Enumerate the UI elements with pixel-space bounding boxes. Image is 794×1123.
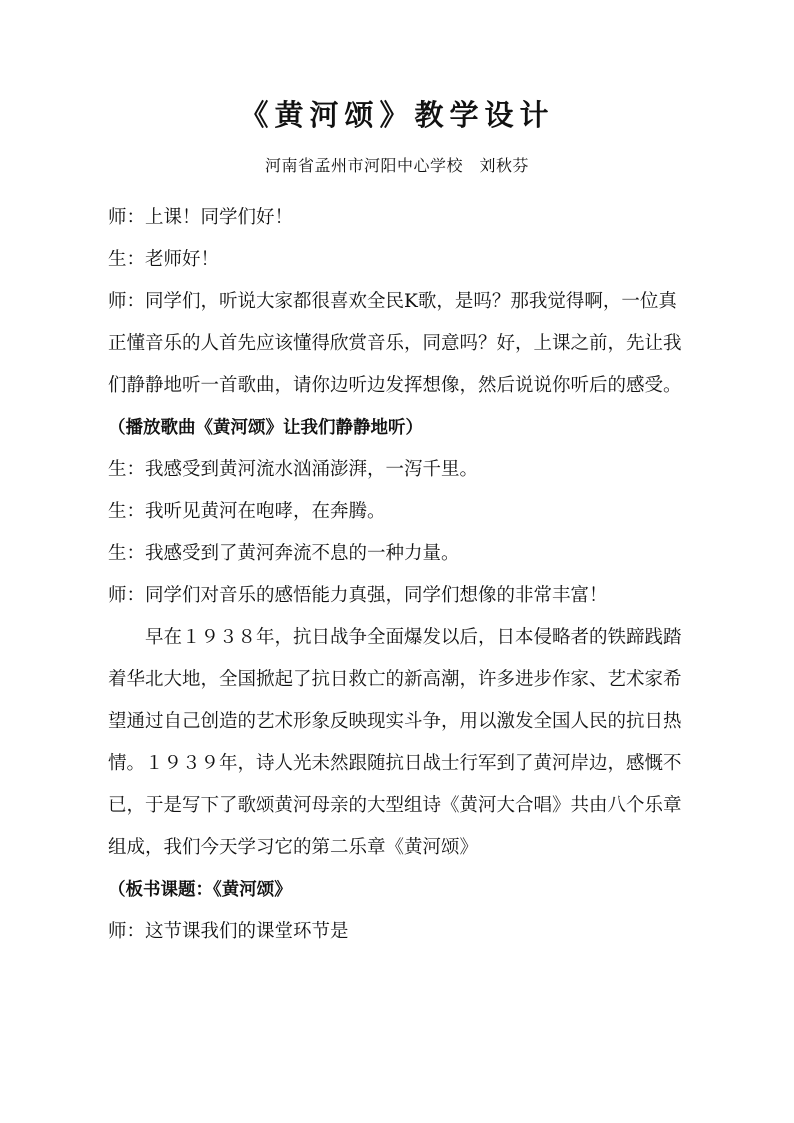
dialogue-line: 们静静地听一首歌曲，请你边听边发挥想像，然后说说你听后的感受。	[108, 375, 682, 396]
dialogue-line: 师：这节课我们的课堂环节是	[108, 921, 349, 942]
paragraph-line: 已，于是写下了歌颂黄河母亲的大型组诗《黄河大合唱》共由八个乐章	[108, 795, 682, 816]
dialogue-line: 师：同学们对音乐的感悟能力真强，同学们想像的非常丰富！	[108, 585, 608, 606]
paragraph-line: 早在１９３８年，抗日战争全面爆发以后，日本侵略者的铁蹄践踏	[145, 627, 682, 648]
stage-direction: （板书课题：《黄河颂》	[108, 880, 292, 900]
document-title: 《黄河颂》教学设计	[239, 98, 555, 132]
dialogue-line: 正懂音乐的人首先应该懂得欣赏音乐，同意吗？好，上课之前，先让我	[108, 333, 682, 354]
dialogue-line: 师：同学们，听说大家都很喜欢全民K歌，是吗？那我觉得啊，一位真	[108, 291, 677, 312]
stage-direction: （播放歌曲《黄河颂》让我们静静地听）	[108, 418, 423, 438]
document-body	[108, 197, 698, 953]
dialogue-line: 生：我感受到黄河流水汹涌澎湃，一泻千里。	[108, 459, 479, 480]
dialogue-line: 生：老师好！	[108, 249, 220, 270]
paragraph-line: 望通过自己创造的艺术形象反映现实斗争，用以激发全国人民的抗日热	[108, 711, 682, 732]
paragraph-line: 组成，我们今天学习它的第二乐章《黄河颂》	[108, 837, 479, 858]
dialogue-line: 生：我感受到了黄河奔流不息的一种力量。	[108, 543, 460, 564]
paragraph-line: 着华北大地，全国掀起了抗日救亡的新高潮，许多进步作家、艺术家希	[108, 669, 682, 690]
dialogue-line: 师：上课！同学们好！	[108, 207, 294, 228]
document-author: 河南省孟州市河阳中心学校 刘秋芬	[264, 156, 529, 175]
dialogue-line: 生：我听见黄河在咆哮，在奔腾。	[108, 501, 386, 522]
paragraph-line: 情。１９３９年，诗人光未然跟随抗日战士行军到了黄河岸边，感慨不	[108, 753, 682, 774]
